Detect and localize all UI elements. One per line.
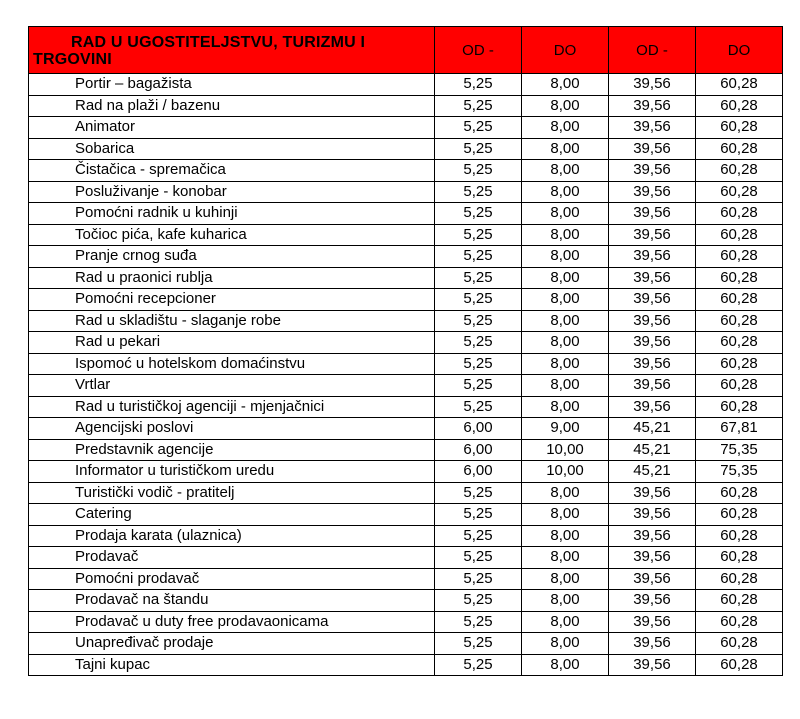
od-daily-cell: 39,56: [609, 160, 696, 182]
job-title-cell: Prodavač na štandu: [29, 590, 435, 612]
od-daily-cell: 45,21: [609, 418, 696, 440]
do-hourly-cell: 8,00: [522, 547, 609, 569]
od-hourly-cell: 5,25: [435, 482, 522, 504]
od-daily-cell: 39,56: [609, 246, 696, 268]
do-hourly-cell: 8,00: [522, 203, 609, 225]
table-body: [29, 74, 783, 676]
table-row: [29, 418, 783, 440]
do-daily-cell: 60,28: [696, 117, 783, 139]
do-daily-cell: 60,28: [696, 267, 783, 289]
do-daily-cell: 60,28: [696, 310, 783, 332]
od-daily-cell: 39,56: [609, 117, 696, 139]
job-title-cell: Rad u pekari: [29, 332, 435, 354]
od-hourly-cell: 5,25: [435, 74, 522, 96]
job-title-cell: Prodavač: [29, 547, 435, 569]
od-daily-cell: 39,56: [609, 396, 696, 418]
job-title-cell: Turistički vodič - pratitelj: [29, 482, 435, 504]
table-row: [29, 181, 783, 203]
do-daily-cell: 60,28: [696, 482, 783, 504]
do-daily-cell: 60,28: [696, 95, 783, 117]
do-daily-cell: 60,28: [696, 203, 783, 225]
column-header-od-2: OD -: [609, 27, 696, 74]
table-row: [29, 138, 783, 160]
od-hourly-cell: 5,25: [435, 396, 522, 418]
od-daily-cell: 39,56: [609, 203, 696, 225]
do-hourly-cell: 8,00: [522, 654, 609, 676]
do-daily-cell: 67,81: [696, 418, 783, 440]
do-daily-cell: 60,28: [696, 246, 783, 268]
column-header-do-1: DO: [522, 27, 609, 74]
do-hourly-cell: 10,00: [522, 461, 609, 483]
od-hourly-cell: 5,25: [435, 654, 522, 676]
od-daily-cell: 39,56: [609, 525, 696, 547]
job-title-cell: Rad u skladištu - slaganje robe: [29, 310, 435, 332]
table-row: [29, 568, 783, 590]
od-hourly-cell: 5,25: [435, 224, 522, 246]
od-daily-cell: 39,56: [609, 654, 696, 676]
do-daily-cell: 60,28: [696, 504, 783, 526]
do-hourly-cell: 8,00: [522, 224, 609, 246]
job-title-cell: Informator u turističkom uredu: [29, 461, 435, 483]
job-title-cell: Ispomoć u hotelskom domaćinstvu: [29, 353, 435, 375]
od-hourly-cell: 5,25: [435, 375, 522, 397]
od-daily-cell: 39,56: [609, 267, 696, 289]
od-hourly-cell: 5,25: [435, 332, 522, 354]
do-daily-cell: 60,28: [696, 74, 783, 96]
table-row: [29, 160, 783, 182]
od-daily-cell: 39,56: [609, 504, 696, 526]
table-row: [29, 654, 783, 676]
od-hourly-cell: 5,25: [435, 310, 522, 332]
do-hourly-cell: 8,00: [522, 525, 609, 547]
od-daily-cell: 39,56: [609, 289, 696, 311]
od-hourly-cell: 5,25: [435, 568, 522, 590]
od-hourly-cell: 5,25: [435, 160, 522, 182]
table-row: [29, 461, 783, 483]
wage-table: [28, 26, 783, 676]
do-hourly-cell: 8,00: [522, 138, 609, 160]
do-daily-cell: 60,28: [696, 289, 783, 311]
od-daily-cell: 39,56: [609, 181, 696, 203]
do-daily-cell: 60,28: [696, 353, 783, 375]
table-row: [29, 504, 783, 526]
do-daily-cell: 60,28: [696, 525, 783, 547]
table-row: [29, 590, 783, 612]
job-title-cell: Rad u turističkoj agenciji - mjenjačnici: [29, 396, 435, 418]
job-title-cell: Animator: [29, 117, 435, 139]
od-daily-cell: 45,21: [609, 461, 696, 483]
job-title-cell: Pomoćni radnik u kuhinji: [29, 203, 435, 225]
job-title-cell: Catering: [29, 504, 435, 526]
do-hourly-cell: 8,00: [522, 568, 609, 590]
do-hourly-cell: 8,00: [522, 95, 609, 117]
do-daily-cell: 75,35: [696, 439, 783, 461]
do-daily-cell: 60,28: [696, 332, 783, 354]
od-daily-cell: 39,56: [609, 332, 696, 354]
od-hourly-cell: 5,25: [435, 117, 522, 139]
job-title-cell: Agencijski poslovi: [29, 418, 435, 440]
do-hourly-cell: 8,00: [522, 633, 609, 655]
do-daily-cell: 75,35: [696, 461, 783, 483]
table-row: [29, 547, 783, 569]
od-daily-cell: 39,56: [609, 375, 696, 397]
od-daily-cell: 39,56: [609, 590, 696, 612]
od-hourly-cell: 5,25: [435, 138, 522, 160]
od-hourly-cell: 5,25: [435, 504, 522, 526]
do-hourly-cell: 9,00: [522, 418, 609, 440]
table-row: [29, 353, 783, 375]
job-title-cell: Unapređivač prodaje: [29, 633, 435, 655]
do-hourly-cell: 8,00: [522, 267, 609, 289]
od-hourly-cell: 5,25: [435, 525, 522, 547]
do-hourly-cell: 8,00: [522, 310, 609, 332]
wage-table-container: [28, 26, 782, 676]
table-row: [29, 289, 783, 311]
do-hourly-cell: 8,00: [522, 289, 609, 311]
table-row: [29, 396, 783, 418]
table-row: [29, 203, 783, 225]
do-hourly-cell: 8,00: [522, 396, 609, 418]
do-daily-cell: 60,28: [696, 654, 783, 676]
job-title-cell: Prodaja karata (ulaznica): [29, 525, 435, 547]
od-hourly-cell: 5,25: [435, 203, 522, 225]
job-title-cell: Pranje crnog suđa: [29, 246, 435, 268]
do-daily-cell: 60,28: [696, 590, 783, 612]
job-title-cell: Rad na plaži / bazenu: [29, 95, 435, 117]
do-hourly-cell: 10,00: [522, 439, 609, 461]
do-hourly-cell: 8,00: [522, 482, 609, 504]
job-title-cell: Čistačica - spremačica: [29, 160, 435, 182]
do-daily-cell: 60,28: [696, 611, 783, 633]
od-hourly-cell: 5,25: [435, 289, 522, 311]
do-daily-cell: 60,28: [696, 633, 783, 655]
do-hourly-cell: 8,00: [522, 117, 609, 139]
table-row: [29, 611, 783, 633]
od-daily-cell: 39,56: [609, 482, 696, 504]
od-hourly-cell: 5,25: [435, 590, 522, 612]
job-title-cell: Portir – bagažista: [29, 74, 435, 96]
job-title-cell: Točioc pića, kafe kuharica: [29, 224, 435, 246]
od-hourly-cell: 5,25: [435, 246, 522, 268]
od-daily-cell: 45,21: [609, 439, 696, 461]
od-hourly-cell: 5,25: [435, 267, 522, 289]
job-title-cell: Rad u praonici rublja: [29, 267, 435, 289]
od-hourly-cell: 5,25: [435, 633, 522, 655]
od-hourly-cell: 6,00: [435, 418, 522, 440]
od-daily-cell: 39,56: [609, 547, 696, 569]
od-daily-cell: 39,56: [609, 568, 696, 590]
do-hourly-cell: 8,00: [522, 74, 609, 96]
table-row: [29, 95, 783, 117]
od-daily-cell: 39,56: [609, 224, 696, 246]
do-daily-cell: 60,28: [696, 375, 783, 397]
do-hourly-cell: 8,00: [522, 246, 609, 268]
table-row: [29, 267, 783, 289]
od-daily-cell: 39,56: [609, 310, 696, 332]
table-row: [29, 375, 783, 397]
od-daily-cell: 39,56: [609, 138, 696, 160]
do-hourly-cell: 8,00: [522, 590, 609, 612]
do-daily-cell: 60,28: [696, 160, 783, 182]
do-hourly-cell: 8,00: [522, 181, 609, 203]
table-row: [29, 246, 783, 268]
do-daily-cell: 60,28: [696, 181, 783, 203]
od-hourly-cell: 5,25: [435, 181, 522, 203]
job-title-cell: Tajni kupac: [29, 654, 435, 676]
do-hourly-cell: 8,00: [522, 353, 609, 375]
column-header-od-1: OD -: [435, 27, 522, 74]
od-hourly-cell: 6,00: [435, 461, 522, 483]
table-header: [29, 27, 783, 74]
table-title-text: RAD U UGOSTITELJSTVU, TURIZMU I TRGOVINI: [33, 34, 366, 68]
od-daily-cell: 39,56: [609, 611, 696, 633]
od-hourly-cell: 6,00: [435, 439, 522, 461]
do-hourly-cell: 8,00: [522, 504, 609, 526]
do-daily-cell: 60,28: [696, 224, 783, 246]
do-daily-cell: 60,28: [696, 138, 783, 160]
job-title-cell: Pomoćni recepcioner: [29, 289, 435, 311]
od-daily-cell: 39,56: [609, 353, 696, 375]
job-title-cell: Prodavač u duty free prodavaonicama: [29, 611, 435, 633]
od-hourly-cell: 5,25: [435, 95, 522, 117]
do-hourly-cell: 8,00: [522, 375, 609, 397]
table-row: [29, 482, 783, 504]
do-hourly-cell: 8,00: [522, 332, 609, 354]
table-row: [29, 74, 783, 96]
table-row: [29, 332, 783, 354]
column-header-do-2: DO: [696, 27, 783, 74]
od-daily-cell: 39,56: [609, 74, 696, 96]
table-title: [29, 27, 435, 74]
od-hourly-cell: 5,25: [435, 547, 522, 569]
table-row: [29, 525, 783, 547]
do-daily-cell: 60,28: [696, 568, 783, 590]
od-daily-cell: 39,56: [609, 633, 696, 655]
job-title-cell: Sobarica: [29, 138, 435, 160]
job-title-cell: Vrtlar: [29, 375, 435, 397]
do-hourly-cell: 8,00: [522, 160, 609, 182]
table-row: [29, 117, 783, 139]
od-hourly-cell: 5,25: [435, 353, 522, 375]
od-daily-cell: 39,56: [609, 95, 696, 117]
table-row: [29, 633, 783, 655]
job-title-cell: Posluživanje - konobar: [29, 181, 435, 203]
table-row: [29, 310, 783, 332]
od-hourly-cell: 5,25: [435, 611, 522, 633]
do-daily-cell: 60,28: [696, 547, 783, 569]
header-row: [29, 27, 783, 74]
job-title-cell: Predstavnik agencije: [29, 439, 435, 461]
job-title-cell: Pomoćni prodavač: [29, 568, 435, 590]
do-hourly-cell: 8,00: [522, 611, 609, 633]
do-daily-cell: 60,28: [696, 396, 783, 418]
table-row: [29, 224, 783, 246]
table-row: [29, 439, 783, 461]
